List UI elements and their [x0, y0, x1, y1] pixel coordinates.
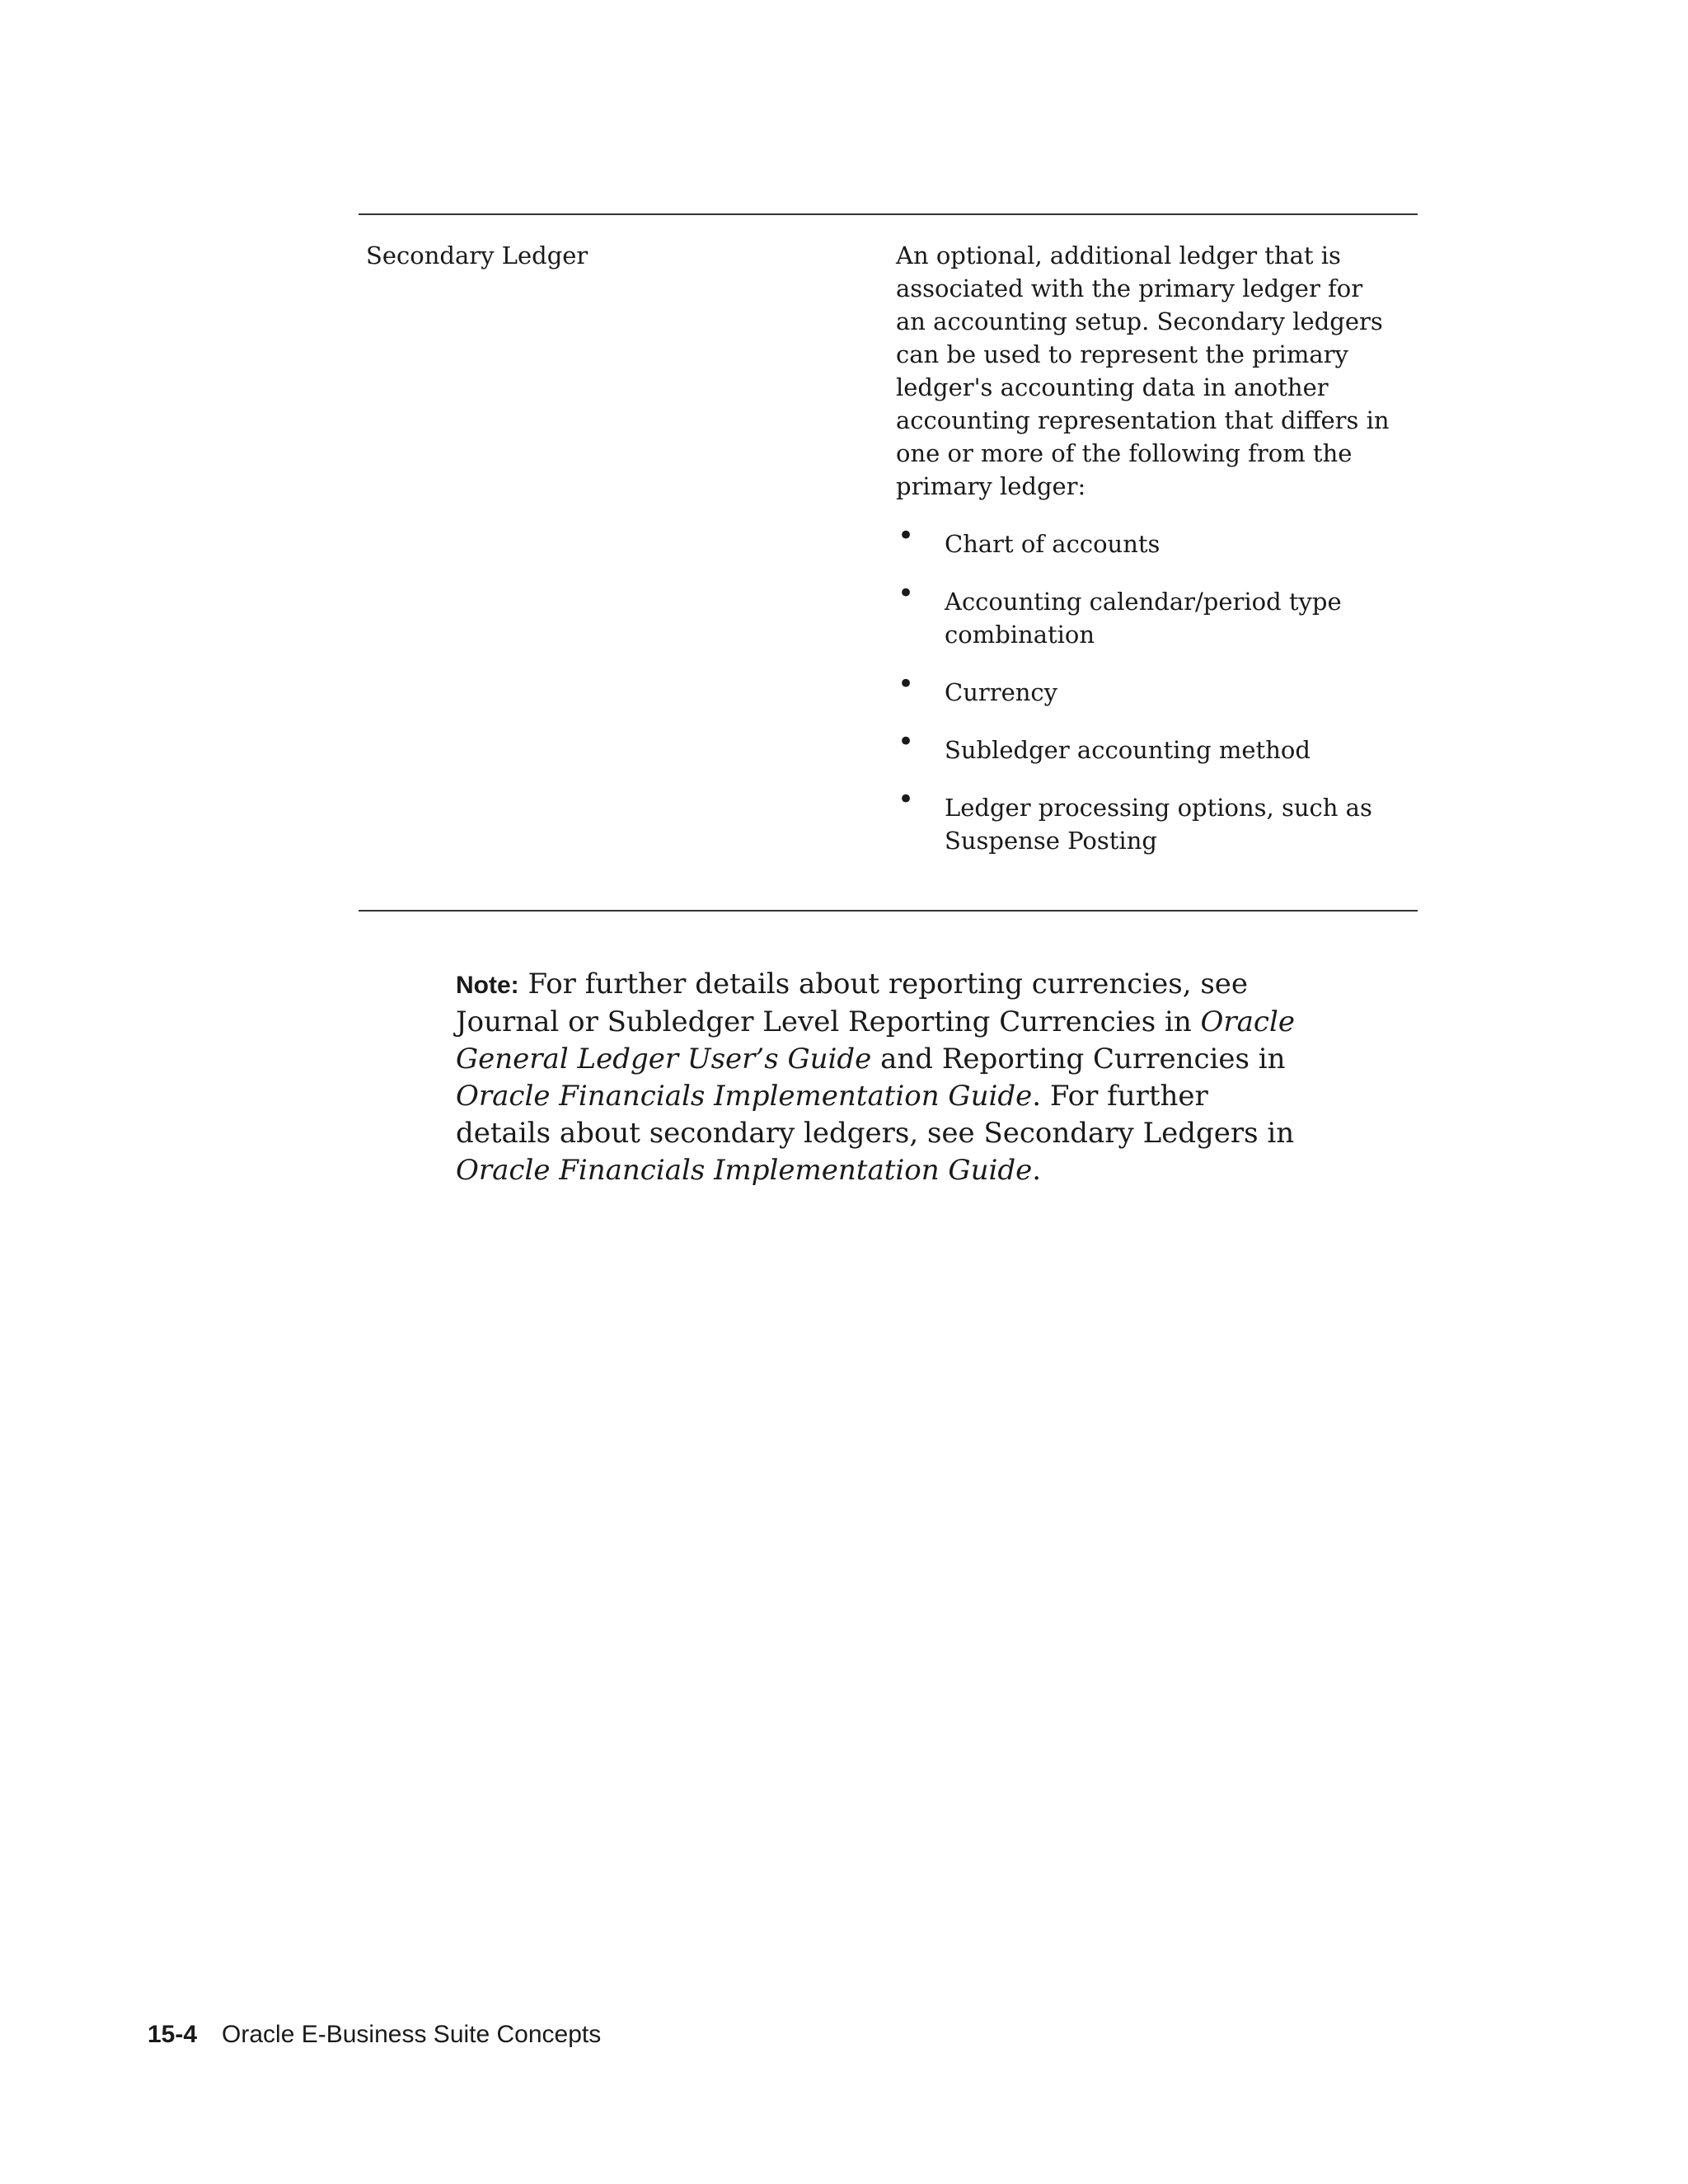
list-item	[896, 725, 1399, 766]
note-text: . For further details about secondary ledgers, see Secondary Ledgers in	[456, 1080, 1295, 1150]
book-reference: Oracle Financials Implementation Guide	[456, 1080, 1033, 1113]
list-item-text: Currency	[945, 678, 1058, 706]
note-paragraph	[456, 966, 1296, 1189]
table-top-rule	[359, 213, 1418, 215]
list-item-text: Accounting calendar/period type combination	[945, 588, 1342, 649]
note-text: and Reporting Currencies in	[871, 1043, 1286, 1076]
note-text: For further details about reporting currencies, see Journal or Subledger Level Reporting Currencies in	[456, 968, 1249, 1038]
bullet-icon: •	[898, 519, 915, 552]
book-reference: Oracle Financials Implementation Guide	[456, 1154, 1033, 1187]
definition-bullet-list	[896, 519, 1399, 857]
glossary-term: Secondary Ledger	[366, 241, 588, 269]
definition-text: An optional, additional ledger that is associated with the primary ledger for an accounting setup. Secondary ledgers can be used to represent the primary ledger's accounting data in another accounting representation that differs in one or more of the following from the primary ledger:	[896, 241, 1390, 500]
note-text: .	[1032, 1154, 1042, 1187]
book-reference: Oracle General Ledger User’s Guide	[456, 1005, 1295, 1076]
page-footer	[148, 2019, 601, 2050]
book-title: Oracle E-Business Suite Concepts	[222, 2021, 602, 2048]
bullet-icon: •	[898, 577, 915, 610]
list-item	[896, 668, 1399, 709]
bullet-icon: •	[898, 668, 915, 701]
list-item	[896, 577, 1399, 651]
list-item	[896, 519, 1399, 560]
page-number: 15-4	[148, 2021, 198, 2048]
list-item-text: Subledger accounting method	[945, 736, 1311, 764]
list-item-text: Chart of accounts	[945, 530, 1160, 558]
note-label: Note:	[456, 972, 519, 999]
list-item-text: Ledger processing options, such as Suspense Posting	[945, 794, 1372, 855]
glossary-definition	[896, 239, 1399, 857]
list-item	[896, 783, 1399, 857]
bullet-icon: •	[898, 783, 915, 816]
table-bottom-rule	[359, 910, 1418, 912]
bullet-icon: •	[898, 725, 915, 758]
